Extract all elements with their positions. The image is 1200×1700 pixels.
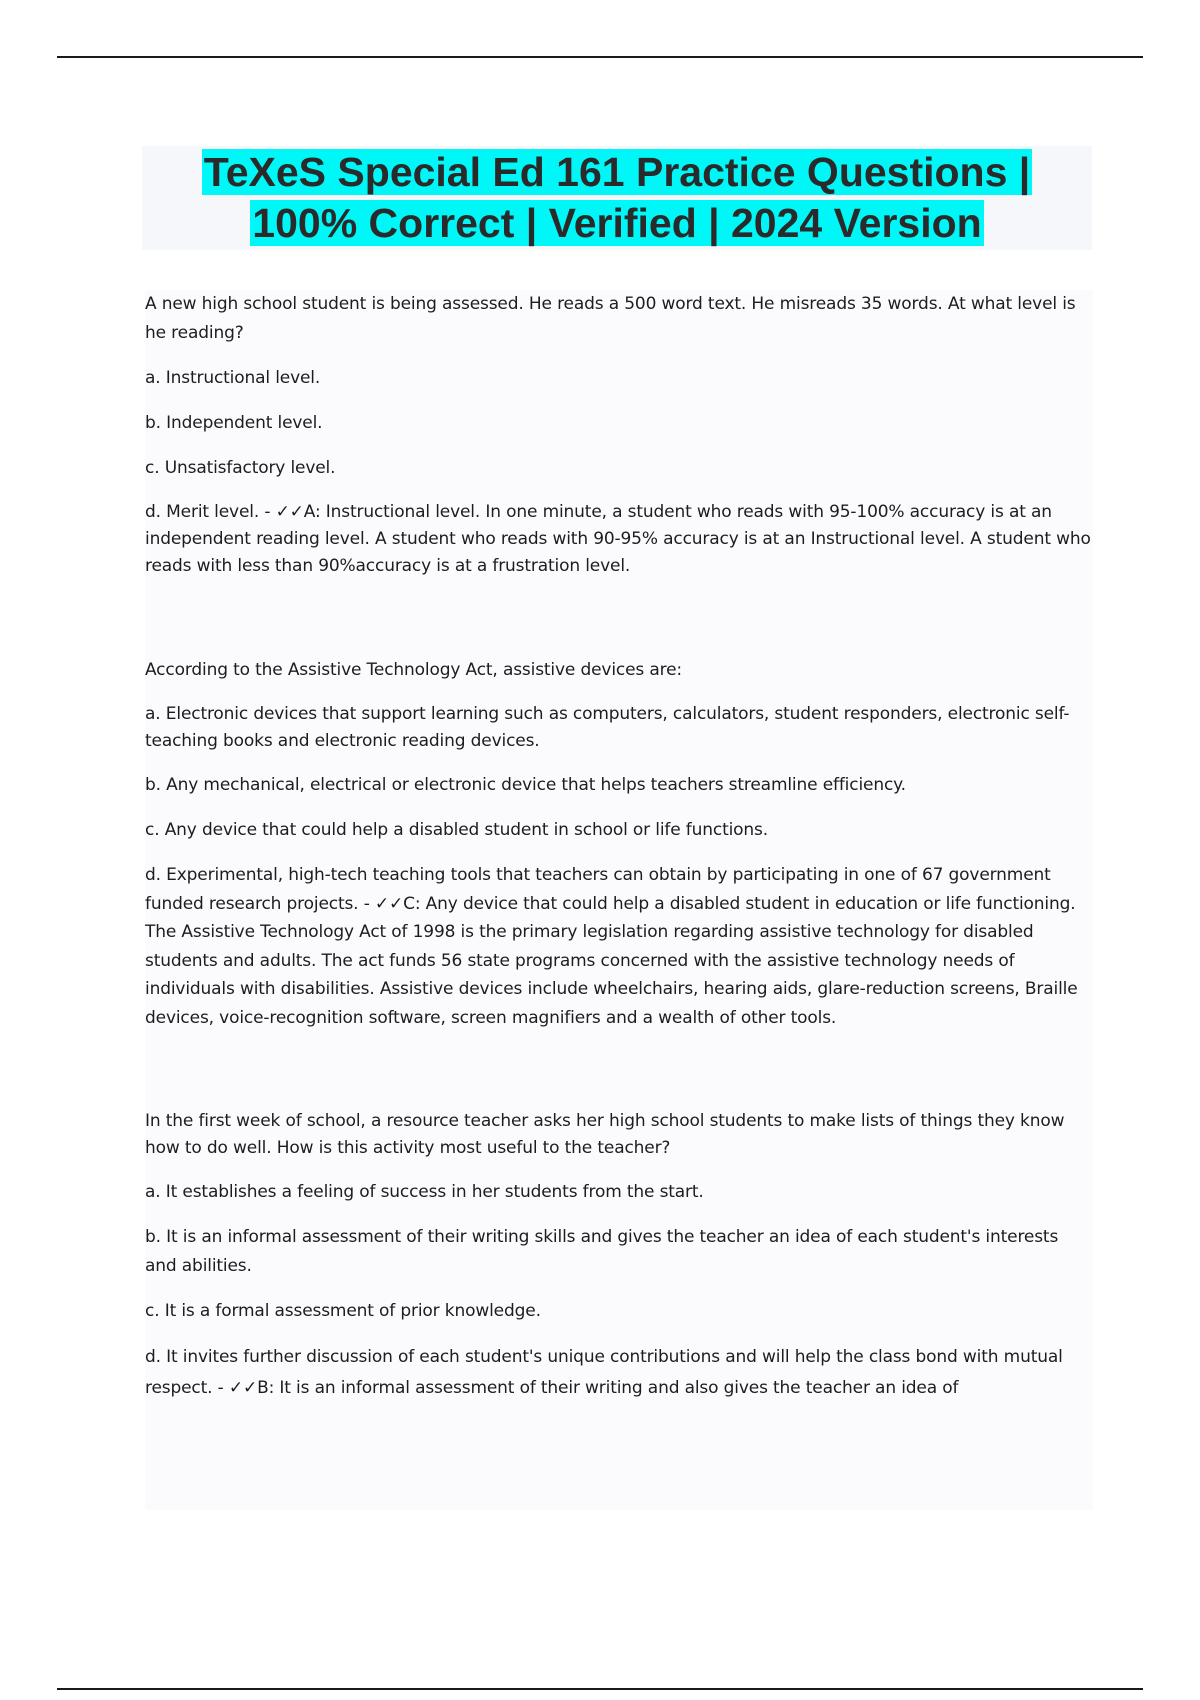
- option-b: b. Any mechanical, electrical or electronic device that helps teachers streamline efficiency.: [145, 775, 906, 795]
- question-1: [145, 290, 1093, 580]
- document-body: [145, 290, 1093, 1510]
- question-stem: In the first week of school, a resource teacher asks her high school students to make lists of things they know how to do well. How is this activity most useful to the teacher?: [145, 1111, 1065, 1158]
- spacer: [145, 1048, 1093, 1108]
- option-d-answer: d. It invites further discussion of each student's unique contributions and will help the class bond with mutual respect. - ✓✓B: It is an informal assessment of their writing and also gives the teacher an idea of: [145, 1347, 1063, 1398]
- option-a: a. It establishes a feeling of success in her students from the start.: [145, 1182, 704, 1202]
- option-c: c. It is a formal assessment of prior knowledge.: [145, 1301, 541, 1321]
- option-d-answer: d. Merit level. - ✓✓A: Instructional level. In one minute, a student who reads with 95-100% accuracy is at an independent reading level. A student who reads with 90-95% accuracy is at an Instructional level. A student who reads with less than 90%accuracy is at a frustration level.: [145, 502, 1091, 576]
- question-2: [145, 656, 1093, 1032]
- question-stem: A new high school student is being assessed. He reads a 500 word text. He misreads 35 words. At what level is he reading?: [145, 294, 1076, 343]
- option-b: b. It is an informal assessment of their writing skills and gives the teacher an idea of each student's interests and abilities.: [145, 1227, 1059, 1276]
- title-line-2: 100% Correct | Verified | 2024 Version: [252, 200, 982, 246]
- option-a: a. Instructional level.: [145, 368, 321, 388]
- question-3: [145, 1108, 1093, 1404]
- question-stem: According to the Assistive Technology Act, assistive devices are:: [145, 660, 682, 680]
- title-line-1: TeXeS Special Ed 161 Practice Questions |: [203, 149, 1031, 195]
- option-d-answer: d. Experimental, high-tech teaching tools that teachers can obtain by participating in one of 67 government funded research projects. - ✓✓C: Any device that could help a disabled student in education or life functioning. The Assistive Technology Act of 1998 is the primary legislation regarding assistive technology for disabled students and adults. The act funds 56 state programs concerned with the assistive technology needs of individuals with disabilities. Assistive devices include wheelchairs, hearing aids, glare-reduction screens, Braille devices, voice-recognition software, screen magnifiers and a wealth of other tools.: [145, 865, 1078, 1028]
- bottom-rule: [57, 1688, 1143, 1690]
- document-title: [142, 146, 1092, 250]
- spacer: [145, 596, 1093, 656]
- option-c: c. Any device that could help a disabled student in school or life functions.: [145, 820, 769, 840]
- option-c: c. Unsatisfactory level.: [145, 458, 336, 478]
- top-rule: [57, 56, 1143, 58]
- option-a: a. Electronic devices that support learning such as computers, calculators, student responders, electronic self-teaching books and electronic reading devices.: [145, 704, 1070, 751]
- option-b: b. Independent level.: [145, 413, 323, 433]
